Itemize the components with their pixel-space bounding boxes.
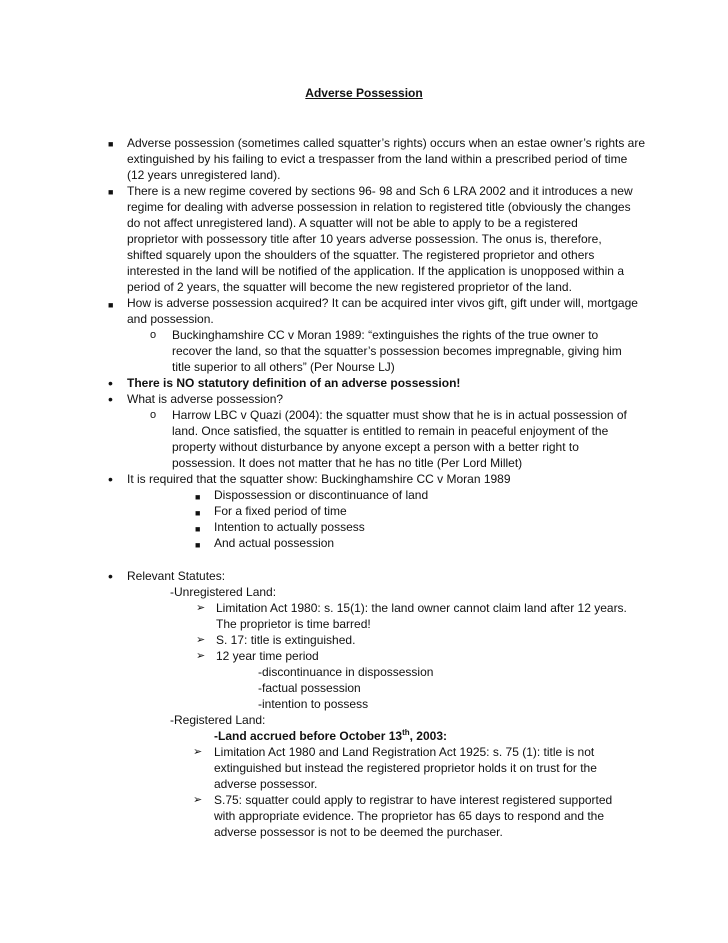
paragraph-line: proprietor with possessory title after 10 years adverse possession. The onus is, therefore,: [127, 232, 602, 246]
paragraph-line: How is adverse possession acquired? It can be acquired inter vivos gift, gift under will, mortgage: [127, 296, 638, 310]
list-item: -intention to possess: [258, 697, 369, 711]
paragraph-line: land. Once satisfied, the squatter is entitled to remain in peaceful enjoyment of the: [172, 424, 609, 438]
paragraph-line: Relevant Statutes:: [127, 569, 226, 583]
paragraph-line: title superior to all others” (Per Nourse LJ): [172, 360, 395, 374]
paragraph-line: recover the land, so that the squatter’s possession becomes impregnable, giving him: [172, 344, 622, 358]
paragraph-line: possession. It does not matter that he has no title (Per Lord Millet): [172, 456, 523, 470]
list-item: Intention to actually possess: [214, 520, 365, 534]
list-item: -discontinuance in dispossession: [258, 665, 434, 679]
dot-bullet-icon: •: [108, 375, 113, 391]
paragraph-line: interested in the land will be notified of the application. If the application is unopposed within a: [127, 264, 624, 278]
subheading-text-end: , 2003:: [409, 729, 447, 743]
paragraph-line: What is adverse possession?: [127, 392, 284, 406]
subheading-superscript: th: [402, 728, 410, 737]
paragraph-line: shifted squarely upon the shoulders of the squatter. The registered proprietor and others: [127, 248, 595, 262]
list-item: -factual possession: [258, 681, 361, 695]
paragraph-line: 12 year time period: [216, 649, 319, 663]
square-bullet-icon: ■: [195, 492, 201, 502]
square-bullet-icon: ■: [195, 524, 201, 534]
dot-bullet-icon: •: [108, 568, 113, 584]
square-bullet-icon: ■: [108, 300, 114, 310]
paragraph-line: Buckinghamshire CC v Moran 1989: “extinguishes the rights of the true owner to: [172, 328, 599, 342]
paragraph-line: adverse possessor is not to be deemed the purchaser.: [214, 825, 503, 839]
paragraph-line: It is required that the squatter show: Buckinghamshire CC v Moran 1989: [127, 472, 511, 486]
paragraph-line: S.75: squatter could apply to registrar to have interest registered supported: [214, 793, 613, 807]
paragraph-line: The proprietor is time barred!: [216, 617, 371, 631]
paragraph-line: There is NO statutory definition of an adverse possession!: [127, 376, 461, 390]
list-item: Dispossession or discontinuance of land: [214, 488, 429, 502]
paragraph-line: extinguished by his failing to evict a trespasser from the land within a prescribed period of time: [127, 152, 628, 166]
arrow-bullet-icon: ➢: [193, 794, 203, 806]
paragraph-line: and possession.: [127, 312, 214, 326]
paragraph-line: period of 2 years, the squatter will become the new registered proprietor of the land.: [127, 280, 572, 294]
circle-bullet-icon: o: [150, 329, 157, 341]
arrow-bullet-icon: ➢: [193, 746, 203, 758]
square-bullet-icon: ■: [195, 540, 201, 550]
square-bullet-icon: ■: [195, 508, 201, 518]
section-subheading: [214, 728, 447, 744]
document-title: Adverse Possession: [305, 86, 423, 100]
paragraph-line: There is a new regime covered by sections 96- 98 and Sch 6 LRA 2002 and it introduces a new: [127, 184, 633, 198]
section-heading: -Registered Land:: [170, 713, 266, 727]
square-bullet-icon: ■: [108, 139, 114, 149]
arrow-bullet-icon: ➢: [196, 602, 206, 614]
paragraph-line: extinguished but instead the registered proprietor holds it on trust for the: [214, 761, 597, 775]
paragraph-line: Harrow LBC v Quazi (2004): the squatter must show that he is in actual possession of: [172, 408, 627, 422]
dot-bullet-icon: •: [108, 471, 113, 487]
arrow-bullet-icon: ➢: [196, 650, 206, 662]
section-heading: -Unregistered Land:: [170, 585, 277, 599]
paragraph-line: Limitation Act 1980: s. 15(1): the land owner cannot claim land after 12 years.: [216, 601, 627, 615]
paragraph-line: adverse possessor.: [214, 777, 318, 791]
arrow-bullet-icon: ➢: [196, 634, 206, 646]
paragraph-line: Limitation Act 1980 and Land Registration Act 1925: s. 75 (1): title is not: [214, 745, 595, 759]
paragraph-line: do not affect unregistered land). A squatter will not be able to apply to be a registered: [127, 216, 578, 230]
paragraph-line: with appropriate evidence. The proprietor has 65 days to respond and the: [214, 809, 605, 823]
paragraph-line: (12 years unregistered land).: [127, 168, 281, 182]
dot-bullet-icon: •: [108, 391, 113, 407]
paragraph-line: regime for dealing with adverse possession in relation to registered title (obviously the changes: [127, 200, 631, 214]
paragraph-line: Adverse possession (sometimes called squatter’s rights) occurs when an estae owner’s rights are: [127, 136, 646, 150]
list-item: And actual possession: [214, 536, 335, 550]
subheading-text: -Land accrued before October 13: [214, 729, 403, 743]
circle-bullet-icon: o: [150, 409, 157, 421]
square-bullet-icon: ■: [108, 187, 114, 197]
list-item: For a fixed period of time: [214, 504, 347, 518]
paragraph-line: property without disturbance by anyone except a person with a better right to: [172, 440, 579, 454]
paragraph-line: S. 17: title is extinguished.: [216, 633, 356, 647]
